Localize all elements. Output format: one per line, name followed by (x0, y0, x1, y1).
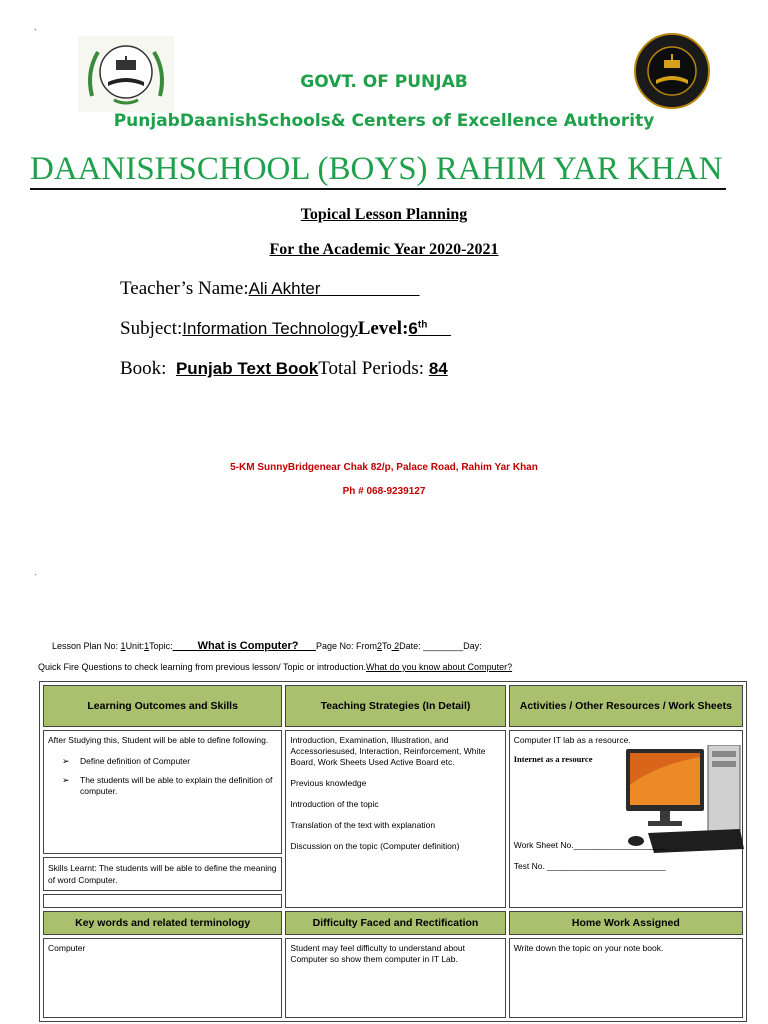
header-teaching-strategies: Teaching Strategies (In Detail) (285, 685, 505, 727)
teacher-label: Teacher’s Name: (120, 278, 249, 299)
book-label: Book: (120, 358, 167, 379)
periods-value: 84 (428, 359, 448, 378)
level-label: Level: (357, 318, 409, 339)
header-homework: Home Work Assigned (509, 911, 743, 935)
authority-heading: PunjabDaanishSchools& Centers of Excellence Authority (113, 111, 655, 131)
periods-label: Total Periods: (318, 358, 425, 379)
stray-mark: ` (34, 28, 37, 38)
level-value: 6th (408, 319, 428, 338)
arrow-bullet-icon: ➢ (62, 775, 70, 785)
book-value: Punjab Text Book (175, 359, 319, 378)
quick-fire-line: Quick Fire Questions to check learning from previous lesson/ Topic or introduction.What do you know about Computer? (38, 662, 513, 672)
difficulty-cell: Student may feel difficulty to understand about Computer so show them computer in IT Lab. (285, 938, 505, 1018)
header-activities: Activities / Other Resources / Work Sheets (509, 685, 743, 727)
computer-image (626, 745, 744, 855)
document-title: Topical Lesson Planning (300, 206, 468, 223)
outcome-bullet: ➢ The students will be able to explain the definition of computer. (62, 775, 273, 796)
teacher-value: Ali Akhter (248, 279, 321, 298)
worksheet-field: Work Sheet No.____________________ (513, 840, 669, 850)
activity-item: Internet as a resource (513, 754, 593, 764)
activities-cell (509, 730, 743, 908)
header-difficulty: Difficulty Faced and Rectification (285, 911, 505, 935)
subject-label: Subject: (120, 318, 183, 339)
quick-fire-question: What do you know about Computer? (366, 662, 513, 672)
strategies-cell (285, 730, 505, 908)
outcomes-cell (43, 730, 282, 854)
stray-mark: ` (34, 573, 37, 583)
strategy-item: Discussion on the topic (Computer definition) (290, 841, 460, 851)
unit-number: 1 (144, 641, 150, 651)
plan-number: 1 (120, 641, 126, 651)
heading-rule (30, 188, 726, 190)
empty-cell (43, 894, 282, 908)
activity-item: Computer IT lab as a resource. (513, 735, 631, 745)
strategy-item: Translation of the text with explanation (290, 820, 436, 830)
lesson-plan-line: Lesson Plan No: 1Unit:1Topic: What is Computer? Page No: From2To 2Date: ________Day: (52, 640, 482, 652)
academic-year: For the Academic Year 2020-2021 (269, 241, 499, 258)
arrow-bullet-icon: ➢ (62, 756, 70, 766)
govt-heading: GOVT. OF PUNJAB (300, 72, 468, 92)
homework-cell: Write down the topic on your note book. (509, 938, 743, 1018)
school-name: DAANISHSCHOOL (BOYS) RAHIM YAR KHAN (30, 151, 723, 187)
daanish-school-logo (628, 32, 716, 110)
strategy-item: Introduction of the topic (290, 799, 379, 809)
outcome-bullet: ➢ Define definition of Computer (62, 756, 191, 766)
book-line (120, 358, 448, 380)
school-phone: Ph # 068-9239127 (342, 486, 426, 497)
lesson-topic: What is Computer? (197, 640, 299, 652)
outcomes-intro: After Studying this, Student will be able to define following. (48, 735, 269, 745)
subject-line (120, 318, 451, 340)
strategy-item: Previous knowledge (290, 778, 367, 788)
school-address: 5-KM SunnyBridgenear Chak 82/p, Palace Road, Rahim Yar Khan (230, 462, 538, 473)
strategy-item: Introduction, Examination, Illustration, and Accessoriesused, Interaction, Reinforcement, White Board, Work Sheets Used Active Board etc. (290, 735, 486, 767)
subject-value: Information Technology (182, 319, 358, 338)
skills-cell: Skills Learnt: The students will be able to define the meaning of word Computer. (43, 857, 282, 891)
lesson-plan-table (39, 681, 747, 1022)
header-learning-outcomes: Learning Outcomes and Skills (43, 685, 282, 727)
test-field: Test No. _________________________ (513, 861, 666, 871)
teacher-line (120, 278, 420, 300)
keywords-cell: Computer (43, 938, 282, 1018)
header-keywords: Key words and related terminology (43, 911, 282, 935)
